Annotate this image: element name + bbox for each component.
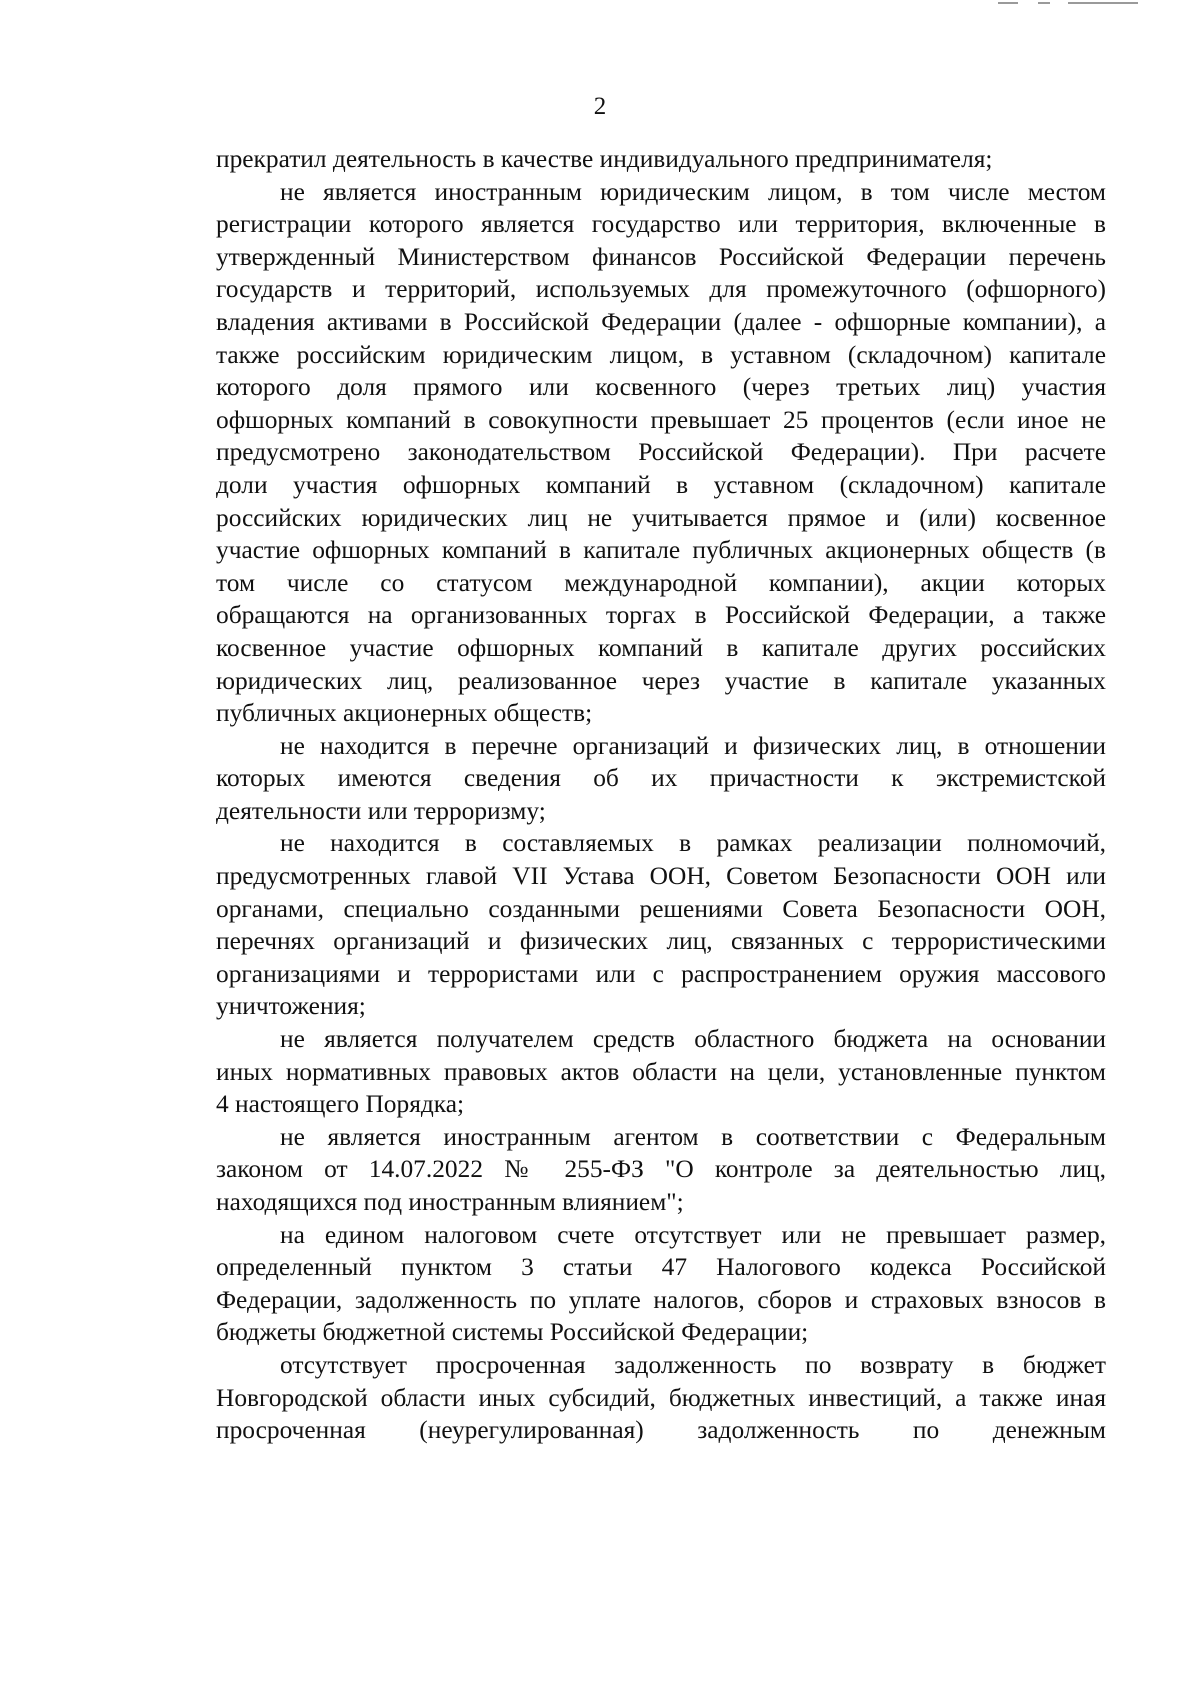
text-line: не находится в перечне организаций и физических лиц, в отношении: [280, 731, 1106, 760]
text-line: доли участия офшорных компаний в уставном (складочном) капитале: [216, 470, 1106, 499]
paragraph: [216, 143, 1106, 176]
text-line: Новгородской области иных субсидий, бюджетных инвестиций, а также иная: [216, 1383, 1106, 1412]
document-body: [216, 143, 1106, 1447]
text-line: российских юридических лиц не учитывается прямое и (или) косвенное: [216, 503, 1106, 532]
text-line: юридических лиц, реализованное через участие в капитале указанных: [216, 666, 1106, 695]
text-line: 4 настоящего Порядка;: [216, 1090, 465, 1119]
text-line: уничтожения;: [216, 992, 366, 1021]
text-line: публичных акционерных обществ;: [216, 699, 593, 728]
text-line: государств и территорий, используемых для промежуточного (офшорного): [216, 275, 1106, 304]
text-line: том числе со статусом международной компании), акции которых: [216, 568, 1106, 597]
text-line: владения активами в Российской Федерации (далее - офшорные компании), а: [216, 307, 1106, 336]
text-line: предусмотрено законодательством Российской Федерации). При расчете: [216, 438, 1106, 467]
text-line: не находится в составляемых в рамках реализации полномочий,: [280, 829, 1106, 858]
text-line: обращаются на организованных торгах в Российской Федерации, а также: [216, 601, 1106, 630]
page-number: 2: [593, 93, 607, 120]
text-line: бюджеты бюджетной системы Российской Федерации;: [216, 1318, 809, 1347]
text-line: не является иностранным агентом в соответствии с Федеральным: [280, 1122, 1106, 1151]
text-line: иных нормативных правовых актов области на цели, установленные пунктом: [216, 1057, 1106, 1086]
text-line: определенный пунктом 3 статьи 47 Налогового кодекса Российской: [216, 1253, 1106, 1282]
text-line: предусмотренных главой VII Устава ООН, Советом Безопасности ООН или: [216, 862, 1106, 891]
text-line: не является получателем средств областного бюджета на основании: [280, 1025, 1106, 1054]
text-line: деятельности или терроризму;: [216, 796, 546, 825]
paragraph: [216, 1023, 1106, 1121]
text-line: утвержденный Министерством финансов Российской Федерации перечень: [216, 242, 1106, 271]
text-line: организациями и террористами или с распространением оружия массового: [216, 959, 1106, 988]
text-line: которых имеются сведения об их причастности к экстремистской: [216, 764, 1106, 793]
text-line: регистрации которого является государство или территория, включенные в: [216, 210, 1106, 239]
text-line: офшорных компаний в совокупности превышает 25 процентов (если иное не: [216, 405, 1106, 434]
text-line: не является иностранным юридическим лицом, в том числе местом: [280, 177, 1106, 206]
paragraph: [216, 730, 1106, 828]
text-line: находящихся под иностранным влиянием";: [216, 1188, 684, 1216]
text-line: на едином налоговом счете отсутствует или не превышает размер,: [280, 1220, 1106, 1249]
paragraph: [216, 827, 1106, 1023]
paragraph: [216, 176, 1106, 730]
text-line: участие офшорных компаний в капитале публичных акционерных обществ (в: [216, 536, 1106, 565]
text-line: перечнях организаций и физических лиц, связанных с террористическими: [216, 927, 1106, 956]
paragraph: [216, 1121, 1106, 1219]
text-line: Федерации, задолженность по уплате налогов, сборов и страховых взносов в: [216, 1285, 1106, 1314]
text-line: отсутствует просроченная задолженность по возврату в бюджет: [280, 1350, 1106, 1379]
paragraph: [216, 1349, 1106, 1447]
text-line: также российским юридическим лицом, в уставном (складочном) капитале: [216, 340, 1106, 369]
paragraph: [216, 1219, 1106, 1349]
text-line: просроченная (неурегулированная) задолженность по денежным: [216, 1416, 1106, 1445]
scan-edge-marks: [998, 2, 1138, 6]
text-line: законом от 14.07.2022 № 255-ФЗ "О контроле за деятельностью лиц,: [216, 1155, 1106, 1184]
text-line: которого доля прямого или косвенного (через третьих лиц) участия: [216, 373, 1106, 402]
text-line: косвенное участие офшорных компаний в капитале других российских: [216, 633, 1106, 662]
text-line: прекратил деятельность в качестве индивидуального предпринимателя;: [216, 145, 993, 173]
text-line: органами, специально созданными решениями Совета Безопасности ООН,: [216, 894, 1106, 923]
